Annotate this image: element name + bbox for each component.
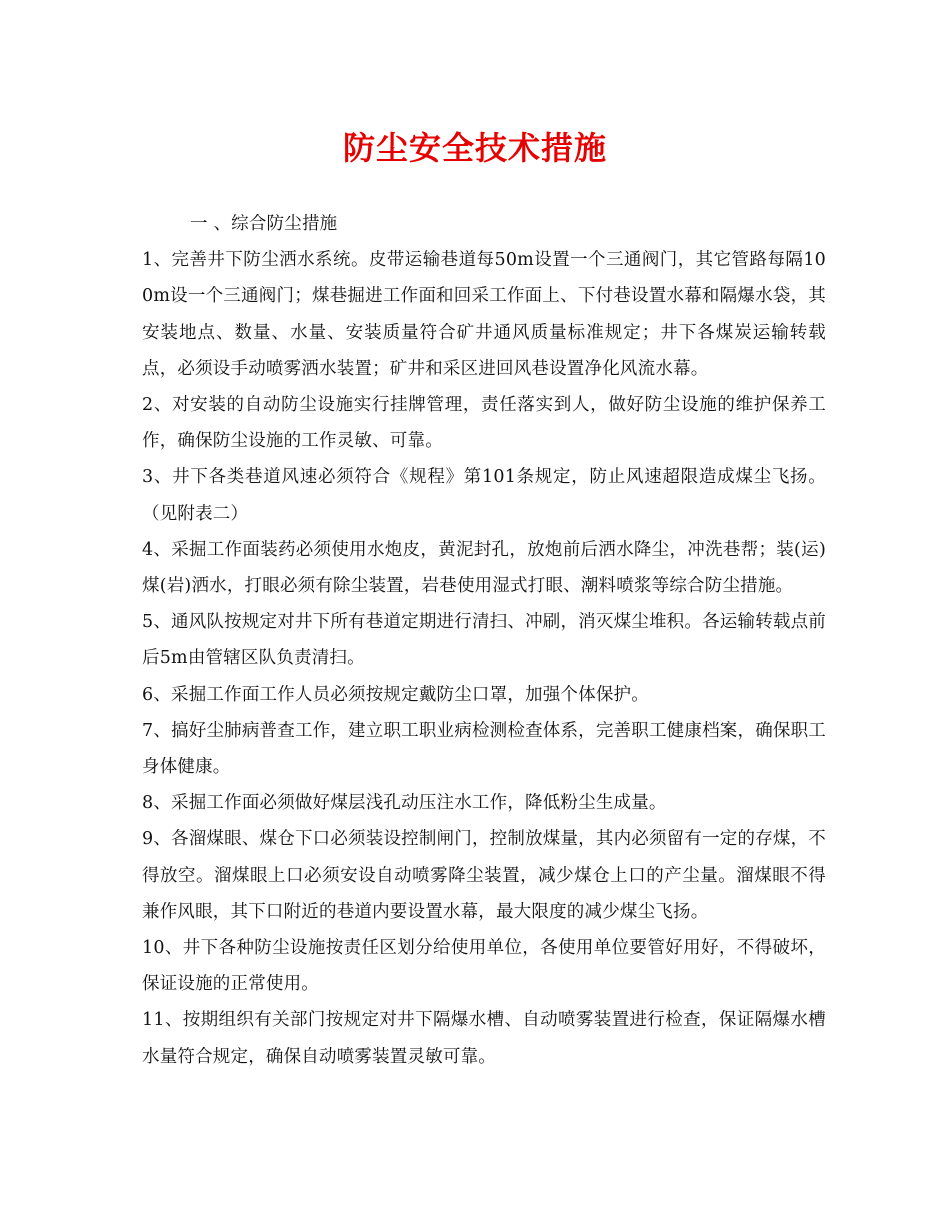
paragraph-11: 11、按期组织有关部门按规定对井下隔爆水槽、自动喷雾装置进行检查，保证隔爆水槽水量符合规定，确保自动喷雾装置灵敏可靠。	[142, 1010, 826, 1067]
document-title: 防尘安全技术措施	[342, 129, 607, 167]
paragraph-4: 4、采掘工作面装药必须使用水炮皮，黄泥封孔，放炮前后洒水降尘，冲洗巷帮；装(运)煤(岩)洒水，打眼必须有除尘装置，岩巷使用湿式打眼、潮料喷浆等综合防尘措施。	[142, 539, 826, 597]
paragraph-3: 3、井下各类巷道风速必须符合《规程》第101条规定，防止风速超限造成煤尘飞扬。（见附表二）	[142, 467, 826, 524]
paragraph-7: 7、搞好尘肺病普查工作，建立职工职业病检测检查体系，完善职工健康档案，确保职工身体健康。	[142, 720, 826, 778]
paragraph-9: 9、各溜煤眼、煤仓下口必须装设控制闸门，控制放煤量，其内必须留有一定的存煤，不得放空。溜煤眼上口必须安设自动喷雾降尘装置，减少煤仓上口的产尘量。溜煤眼不得兼作风眼，其下口附近的巷道内要设置水幕，最大限度的减少煤尘飞扬。	[142, 829, 826, 922]
paragraph-8: 8、采掘工作面必须做好煤层浅孔动压注水工作，降低粉尘生成量。	[142, 793, 667, 814]
paragraph-2: 2、对安装的自动防尘设施实行挂牌管理，责任落实到人，做好防尘设施的维护保养工作，确保防尘设施的工作灵敏、可靠。	[142, 395, 826, 452]
paragraph-10: 10、井下各种防尘设施按责任区划分给使用单位，各使用单位要管好用好，不得破坏，保证设施的正常使用。	[142, 938, 826, 995]
section-heading: 一 、综合防尘措施	[190, 214, 338, 234]
paragraph-1: 1、完善井下防尘洒水系统。皮带运输巷道每50m设置一个三通阀门，其它管路每隔100m设一个三通阀门；煤巷掘进工作面和回采工作面上、下付巷设置水幕和隔爆水袋，其安装地点、数量、水量、安装质量符合矿井通风质量标准规定；井下各煤炭运输转载点，必须设手动喷雾洒水装置；矿井和采区进回风巷设置净化风流水幕。	[142, 250, 826, 379]
paragraph-6: 6、采掘工作面工作人员必须按规定戴防尘口罩，加强个体保护。	[142, 684, 649, 705]
paragraph-5: 5、通风队按规定对井下所有巷道定期进行清扫、冲刷，消灭煤尘堆积。各运输转载点前后5m由管辖区队负责清扫。	[142, 612, 826, 669]
document-body	[142, 206, 826, 1075]
